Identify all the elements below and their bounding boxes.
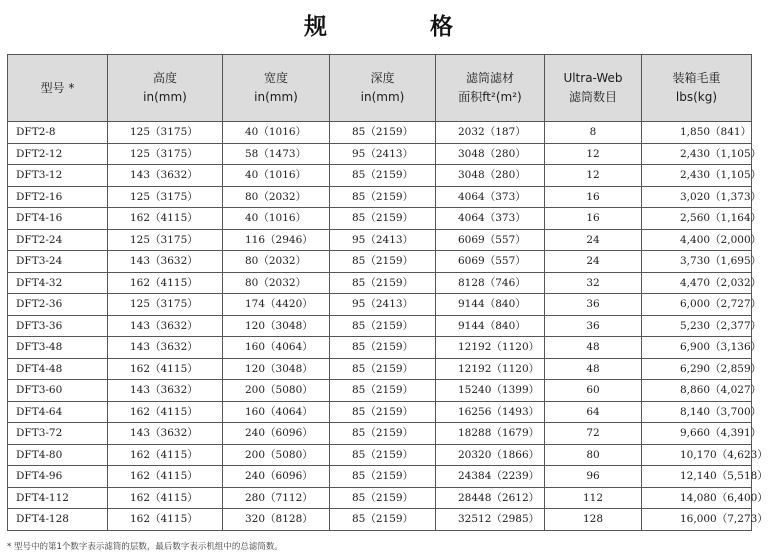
cell-filter-count: 36 (545, 315, 642, 337)
cell-height: 162（4115） (108, 208, 223, 230)
cell-gross-weight: 9,660（4,391） (642, 423, 752, 445)
cell-filter-count: 24 (545, 251, 642, 273)
table-row (8, 208, 752, 230)
cell-depth: 85（2159） (330, 509, 436, 531)
table-row (8, 444, 752, 466)
table-row (8, 165, 752, 187)
cell-gross-weight: 8,860（4,027） (642, 380, 752, 402)
cell-width: 58（1473） (223, 143, 330, 165)
cell-width: 174（4420） (223, 294, 330, 316)
cell-model: DFT4-64 (8, 401, 108, 423)
table-row (8, 487, 752, 509)
cell-filter-area: 28448（2612） (436, 487, 545, 509)
cell-depth: 85（2159） (330, 251, 436, 273)
cell-model: DFT4-80 (8, 444, 108, 466)
page-title: 规 格 (304, 14, 493, 40)
table-row (8, 272, 752, 294)
footnote: * 型号中的第1个数字表示滤筒的层数，最后数字表示机组中的总滤筒数。 (7, 542, 283, 552)
cell-gross-weight: 6,900（3,136） (642, 337, 752, 359)
cell-filter-count: 36 (545, 294, 642, 316)
cell-depth: 85（2159） (330, 337, 436, 359)
cell-width: 80（2032） (223, 272, 330, 294)
cell-model: DFT2-12 (8, 143, 108, 165)
cell-model: DFT2-16 (8, 186, 108, 208)
cell-depth: 85（2159） (330, 466, 436, 488)
cell-height: 162（4115） (108, 509, 223, 531)
table-row (8, 251, 752, 273)
spec-table (7, 54, 768, 531)
cell-height: 162（4115） (108, 444, 223, 466)
column-header-model (8, 55, 108, 122)
cell-filter-area: 3048（280） (436, 143, 545, 165)
cell-model: DFT2-24 (8, 229, 108, 251)
cell-filter-area: 9144（840） (436, 315, 545, 337)
table-row (8, 380, 752, 402)
cell-gross-weight: 3,730（1,695） (642, 251, 752, 273)
spec-table-container (7, 54, 768, 531)
cell-height: 143（3632） (108, 251, 223, 273)
column-header-label: 型号 * (40, 80, 75, 95)
cell-depth: 85（2159） (330, 358, 436, 380)
column-header-unit: in(mm) (143, 90, 187, 104)
cell-height: 143（3632） (108, 165, 223, 187)
cell-height: 162（4115） (108, 401, 223, 423)
table-row (8, 294, 752, 316)
cell-height: 143（3632） (108, 423, 223, 445)
table-row (8, 186, 752, 208)
column-header-label: 高度 (152, 71, 177, 85)
cell-depth: 85（2159） (330, 186, 436, 208)
cell-height: 162（4115） (108, 272, 223, 294)
cell-depth: 85（2159） (330, 208, 436, 230)
cell-height: 162（4115） (108, 358, 223, 380)
cell-depth: 85（2159） (330, 165, 436, 187)
cell-depth: 85（2159） (330, 315, 436, 337)
cell-depth: 85（2159） (330, 122, 436, 144)
cell-filter-count: 60 (545, 380, 642, 402)
cell-filter-area: 12192（1120） (436, 358, 545, 380)
cell-height: 143（3632） (108, 315, 223, 337)
table-body (8, 122, 768, 531)
cell-model: DFT4-96 (8, 466, 108, 488)
cell-filter-area: 12192（1120） (436, 337, 545, 359)
cell-depth: 85（2159） (330, 444, 436, 466)
cell-filter-count: 72 (545, 423, 642, 445)
cell-filter-count: 8 (545, 122, 642, 144)
column-header-unit: 面积ft²(m²) (458, 90, 522, 104)
cell-gross-weight: 5,230（2,377） (642, 315, 752, 337)
cell-filter-area: 16256（1493） (436, 401, 545, 423)
table-row (8, 466, 752, 488)
cell-filter-area: 4064（373） (436, 208, 545, 230)
column-header-height (108, 55, 223, 122)
table-header-row (8, 55, 752, 122)
cell-height: 162（4115） (108, 466, 223, 488)
cell-height: 162（4115） (108, 487, 223, 509)
cell-filter-count: 16 (545, 186, 642, 208)
cell-model: DFT3-12 (8, 165, 108, 187)
cell-depth: 85（2159） (330, 487, 436, 509)
cell-model: DFT2-36 (8, 294, 108, 316)
cell-filter-area: 6069（557） (436, 251, 545, 273)
column-header-label: 宽度 (263, 71, 288, 85)
cell-width: 80（2032） (223, 186, 330, 208)
cell-filter-count: 12 (545, 143, 642, 165)
cell-model: DFT2-8 (8, 122, 108, 144)
cell-width: 120（3048） (223, 315, 330, 337)
cell-height: 125（3175） (108, 186, 223, 208)
cell-gross-weight: 4,470（2,032） (642, 272, 752, 294)
cell-width: 80（2032） (223, 251, 330, 273)
cell-width: 120（3048） (223, 358, 330, 380)
cell-depth: 85（2159） (330, 380, 436, 402)
cell-gross-weight: 3,020（1,373） (642, 186, 752, 208)
cell-gross-weight: 2,560（1,164） (642, 208, 752, 230)
cell-filter-count: 32 (545, 272, 642, 294)
cell-model: DFT4-48 (8, 358, 108, 380)
cell-filter-count: 48 (545, 358, 642, 380)
cell-width: 240（6096） (223, 423, 330, 445)
column-header-depth (330, 55, 436, 122)
column-header-unit: 滤筒数目 (568, 90, 617, 104)
cell-filter-count: 112 (545, 487, 642, 509)
cell-width: 40（1016） (223, 122, 330, 144)
column-header-filter-area (436, 55, 545, 122)
cell-filter-count: 128 (545, 509, 642, 531)
cell-width: 116（2946） (223, 229, 330, 251)
table-row (8, 337, 752, 359)
table-row (8, 229, 752, 251)
cell-gross-weight: 2,430（1,105） (642, 143, 752, 165)
column-header-gross-weight (642, 55, 752, 122)
table-row (8, 143, 752, 165)
column-header-width (223, 55, 330, 122)
cell-gross-weight: 4,400（2,000） (642, 229, 752, 251)
cell-width: 40（1016） (223, 165, 330, 187)
cell-width: 160（4064） (223, 337, 330, 359)
cell-depth: 95（2413） (330, 294, 436, 316)
table-row (8, 122, 752, 144)
column-header-filter-count (545, 55, 642, 122)
column-header-unit: in(mm) (360, 90, 405, 104)
cell-filter-count: 96 (545, 466, 642, 488)
cell-filter-area: 20320（1866） (436, 444, 545, 466)
cell-height: 125（3175） (108, 143, 223, 165)
column-header-unit: lbs(kg) (675, 90, 718, 104)
cell-filter-area: 32512（2985） (436, 509, 545, 531)
cell-height: 125（3175） (108, 294, 223, 316)
table-row (8, 509, 752, 531)
cell-gross-weight: 16,000（7,273） (642, 509, 752, 531)
cell-height: 143（3632） (108, 337, 223, 359)
cell-model: DFT4-32 (8, 272, 108, 294)
cell-model: DFT4-128 (8, 509, 108, 531)
cell-gross-weight: 14,080（6,400） (642, 487, 752, 509)
cell-width: 320（8128） (223, 509, 330, 531)
cell-filter-count: 80 (545, 444, 642, 466)
cell-model: DFT3-48 (8, 337, 108, 359)
cell-width: 280（7112） (223, 487, 330, 509)
cell-height: 125（3175） (108, 122, 223, 144)
cell-filter-area: 4064（373） (436, 186, 545, 208)
cell-filter-area: 2032（187） (436, 122, 545, 144)
column-header-unit: in(mm) (254, 90, 298, 104)
cell-depth: 85（2159） (330, 272, 436, 294)
cell-filter-count: 24 (545, 229, 642, 251)
cell-depth: 95（2413） (330, 229, 436, 251)
cell-width: 200（5080） (223, 444, 330, 466)
column-header-label: Ultra-Web (563, 71, 623, 85)
cell-model: DFT4-16 (8, 208, 108, 230)
table-row (8, 401, 752, 423)
column-header-label: 滤筒滤材 (465, 71, 514, 85)
column-header-label: 深度 (370, 71, 395, 85)
cell-filter-count: 64 (545, 401, 642, 423)
cell-depth: 85（2159） (330, 423, 436, 445)
cell-depth: 85（2159） (330, 401, 436, 423)
table-row (8, 358, 752, 380)
cell-model: DFT3-24 (8, 251, 108, 273)
column-header-label: 装箱毛重 (672, 71, 721, 85)
cell-depth: 95（2413） (330, 143, 436, 165)
cell-width: 40（1016） (223, 208, 330, 230)
cell-model: DFT3-36 (8, 315, 108, 337)
cell-filter-area: 24384（2239） (436, 466, 545, 488)
cell-gross-weight: 8,140（3,700） (642, 401, 752, 423)
cell-filter-count: 48 (545, 337, 642, 359)
cell-height: 125（3175） (108, 229, 223, 251)
cell-gross-weight: 2,430（1,105） (642, 165, 752, 187)
table-row (8, 423, 752, 445)
cell-filter-area: 6069（557） (436, 229, 545, 251)
cell-filter-area: 3048（280） (436, 165, 545, 187)
cell-gross-weight: 12,140（5,518） (642, 466, 752, 488)
cell-gross-weight: 6,000（2,727） (642, 294, 752, 316)
table-row (8, 315, 752, 337)
cell-model: DFT3-72 (8, 423, 108, 445)
cell-filter-count: 12 (545, 165, 642, 187)
cell-gross-weight: 6,290（2,859） (642, 358, 752, 380)
cell-filter-count: 16 (545, 208, 642, 230)
cell-width: 200（5080） (223, 380, 330, 402)
cell-gross-weight: 10,170（4,623） (642, 444, 752, 466)
cell-model: DFT3-60 (8, 380, 108, 402)
cell-width: 240（6096） (223, 466, 330, 488)
cell-width: 160（4064） (223, 401, 330, 423)
cell-filter-area: 8128（746） (436, 272, 545, 294)
cell-filter-area: 15240（1399） (436, 380, 545, 402)
cell-height: 143（3632） (108, 380, 223, 402)
cell-model: DFT4-112 (8, 487, 108, 509)
cell-filter-area: 18288（1679） (436, 423, 545, 445)
cell-gross-weight: 1,850（841） (642, 122, 752, 144)
cell-filter-area: 9144（840） (436, 294, 545, 316)
